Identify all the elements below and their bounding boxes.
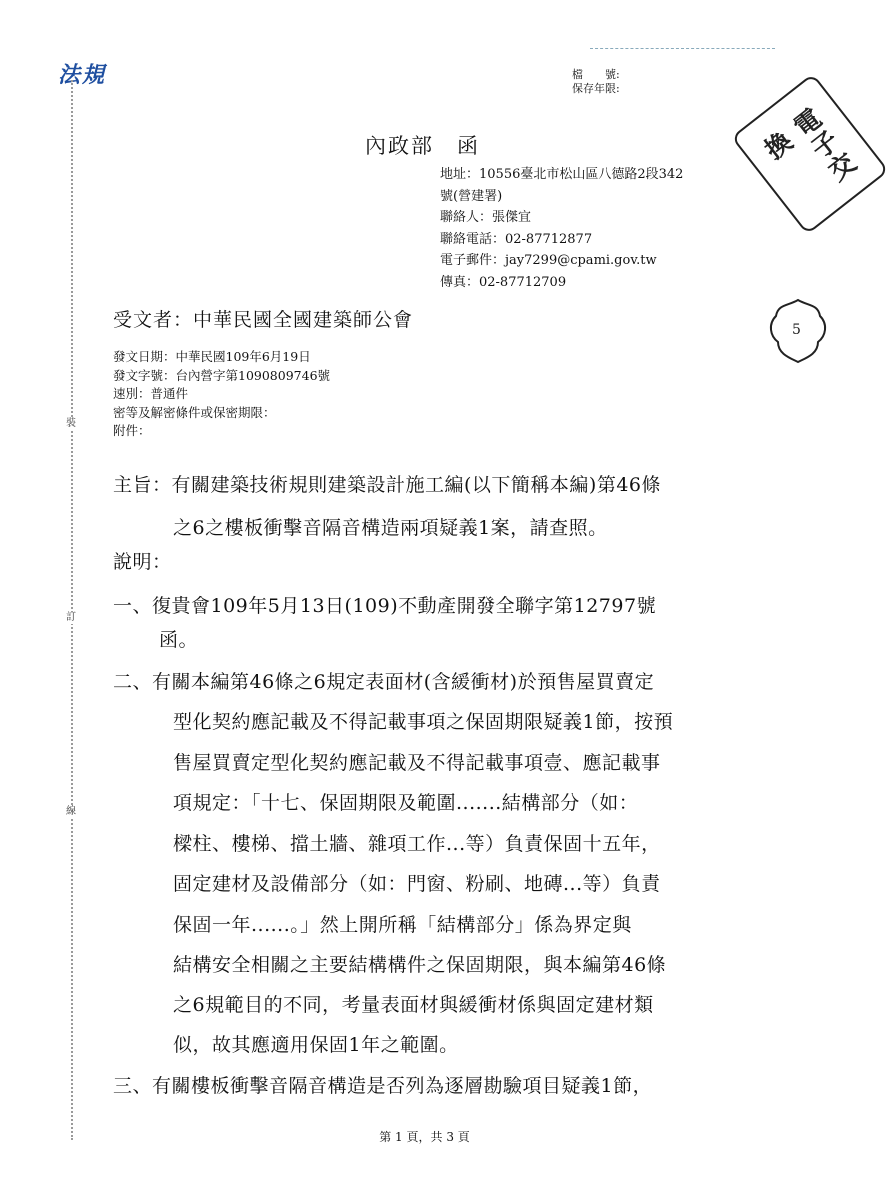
item2-line-10: 似，故其應適用保固1年之範圍。 [173,1034,459,1056]
item2-line-2: 型化契約應記載及不得記載事項之保固期限疑義1節，按預 [173,711,674,733]
contact-email: 電子郵件：jay7299@cpami.gov.tw [440,253,657,268]
item2-line-3: 售屋買賣定型化契約應記載及不得記載事項壹、應記載事 [173,752,661,774]
binding-line [71,80,73,1140]
exchange-seal-text: 電子交換 [756,104,861,189]
contact-person: 聯絡人：張傑宜 [440,210,532,225]
subject-line-2: 之6之樓板衝擊音隔音構造兩項疑義1案，請查照。 [173,517,608,539]
item3-line-1: 三、有關樓板衝擊音隔音構造是否列為逐層勘驗項目疑義1節， [113,1075,653,1097]
contact-fax: 傳真：02-87712709 [440,274,567,290]
subject-line-1: 主旨：有關建築技術規則建築設計施工編(以下簡稱本編)第46條 [113,474,662,496]
item2-line-9: 之6規範目的不同，考量表面材與緩衝材係與固定建材類 [173,994,654,1016]
binding-mark-zhuang: 裝 [66,418,76,429]
recipient: 受文者：中華民國全國建築師公會 [113,309,414,331]
contact-block [440,164,740,293]
category-stamp: 法規 [58,63,107,88]
binding-mark-xian: 線 [66,806,76,817]
item2-line-7: 保固一年......。」然上開所稱「結構部分」係為界定與 [173,914,632,936]
item2-line-6: 固定建材及設備部分（如：門窗、粉刷、地磚...等）負責 [173,873,661,895]
page-seal-number: 5 [792,322,801,338]
binding-mark-ding: 訂 [66,612,76,623]
contact-phone: 聯絡電話：02-87712877 [440,231,593,247]
file-meta [572,68,620,96]
issue-date: 發文日期：中華民國109年6月19日 [113,349,311,364]
item2-line-8: 結構安全相關之主要結構構件之保固期限，與本編第46條 [173,954,667,976]
file-number: 檔 號: [572,68,620,81]
explanation-heading: 說明： [113,551,172,573]
agency-title: 內政部 函 [365,134,480,158]
item2-line-5: 樑柱、樓梯、擋土牆、雜項工作...等）負責保固十五年， [173,833,661,855]
item2-line-4: 項規定：「十七、保固期限及範圍.......結構部分（如： [173,792,639,814]
retention-period: 保存年限: [572,82,620,95]
speed: 速別：普通件 [113,386,189,401]
attachment: 附件： [113,423,151,438]
issue-meta [113,348,330,441]
contact-address-line-2: 號(營建署) [440,188,503,204]
top-rule [590,48,775,49]
exchange-seal [731,73,889,235]
issue-number: 發文字號：台內營字第1090809746號 [113,367,331,383]
page-seal [768,296,828,366]
contact-address-line-1: 地址：10556臺北市松山區八德路2段342 [440,167,684,182]
page-footer: 第 1 頁，共 3 頁 [379,1130,470,1144]
item2-line-1: 二、有關本編第46條之6規定表面材(含緩衝材)於預售屋買賣定 [113,671,655,693]
classification: 密等及解密條件或保密期限： [113,404,276,420]
item1-line-1: 一、復貴會109年5月13日(109)不動產開發全聯字第12797號 [113,595,657,617]
item1-line-2: 函。 [159,629,199,651]
